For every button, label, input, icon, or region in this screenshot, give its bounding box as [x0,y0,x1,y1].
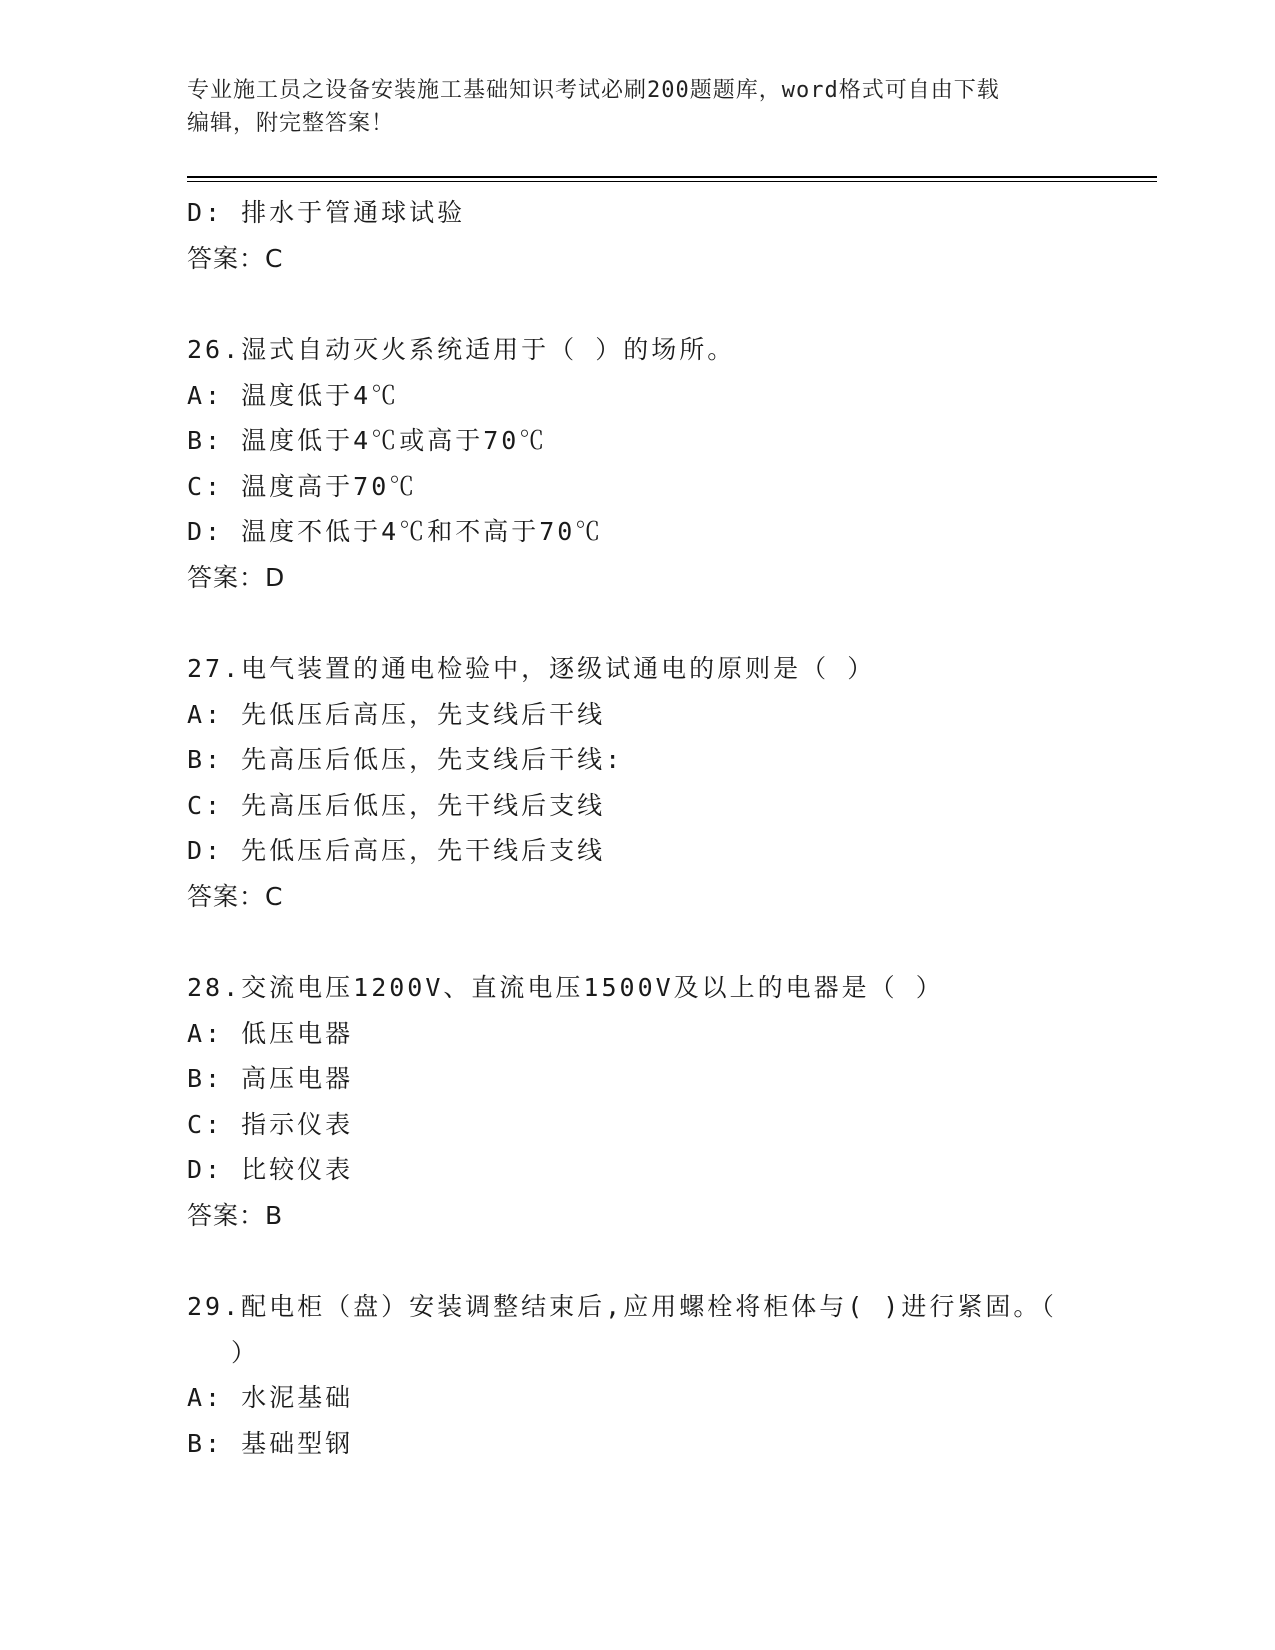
question-text: 28.交流电压1200V、直流电压1500V及以上的电器是（ ） [187,973,944,1002]
question-block-28 [187,965,1087,1238]
option-d: D: 温度不低于4℃和不高于70℃ [187,517,604,546]
question-text: 27.电气装置的通电检验中，逐级试通电的原则是（ ） [187,654,876,683]
option-b: B: 先高压后低压，先支线后干线: [187,745,624,774]
option-a: A: 低压电器 [187,1018,354,1048]
question-text: 29.配电柜（盘）安装调整结束后,应用螺栓将柜体与( )进行紧固。（ [187,1292,1057,1321]
answer-line: 答案：D [187,562,286,592]
option-c: C: 指示仪表 [187,1109,354,1139]
answer-line: 答案：B [187,1200,284,1230]
header-rule-thin [187,181,1157,182]
option-c: C: 先高压后低压，先干线后支线 [187,790,606,820]
option-a: A: 温度低于4℃ [187,380,400,410]
header-line-1: 专业施工员之设备安装施工基础知识考试必刷200题题库，word格式可自由下载 [187,78,1000,103]
option-a: A: 先低压后高压，先支线后干线 [187,699,606,729]
option-d: D: 先低压后高压，先干线后支线 [187,836,606,865]
answer-line: 答案：C [187,881,284,911]
question-block-25 [187,190,1087,281]
spacer [187,600,1087,646]
question-text: 26.湿式自动灭火系统适用于（ ）的场所。 [187,335,736,364]
header-line-2: 编辑，附完整答案！ [187,111,395,136]
document-header [187,74,1067,140]
question-content [187,190,1087,1466]
question-block-27 [187,646,1087,919]
header-rule-thick [187,176,1157,178]
spacer [187,281,1087,327]
option-b: B: 温度低于4℃或高于70℃ [187,426,548,455]
option-d: D: 比较仪表 [187,1155,354,1184]
option-c: C: 温度高于70℃ [187,471,418,501]
spacer [187,1238,1087,1284]
question-block-29 [187,1284,1087,1466]
spacer [187,919,1087,965]
question-text-continuation: ） [231,1337,260,1367]
option-d: D: 排水于管通球试验 [187,198,466,227]
question-block-26 [187,327,1087,600]
answer-line: 答案：C [187,243,284,273]
option-b: B: 基础型钢 [187,1428,354,1458]
option-a: A: 水泥基础 [187,1383,354,1412]
option-b: B: 高压电器 [187,1064,354,1093]
